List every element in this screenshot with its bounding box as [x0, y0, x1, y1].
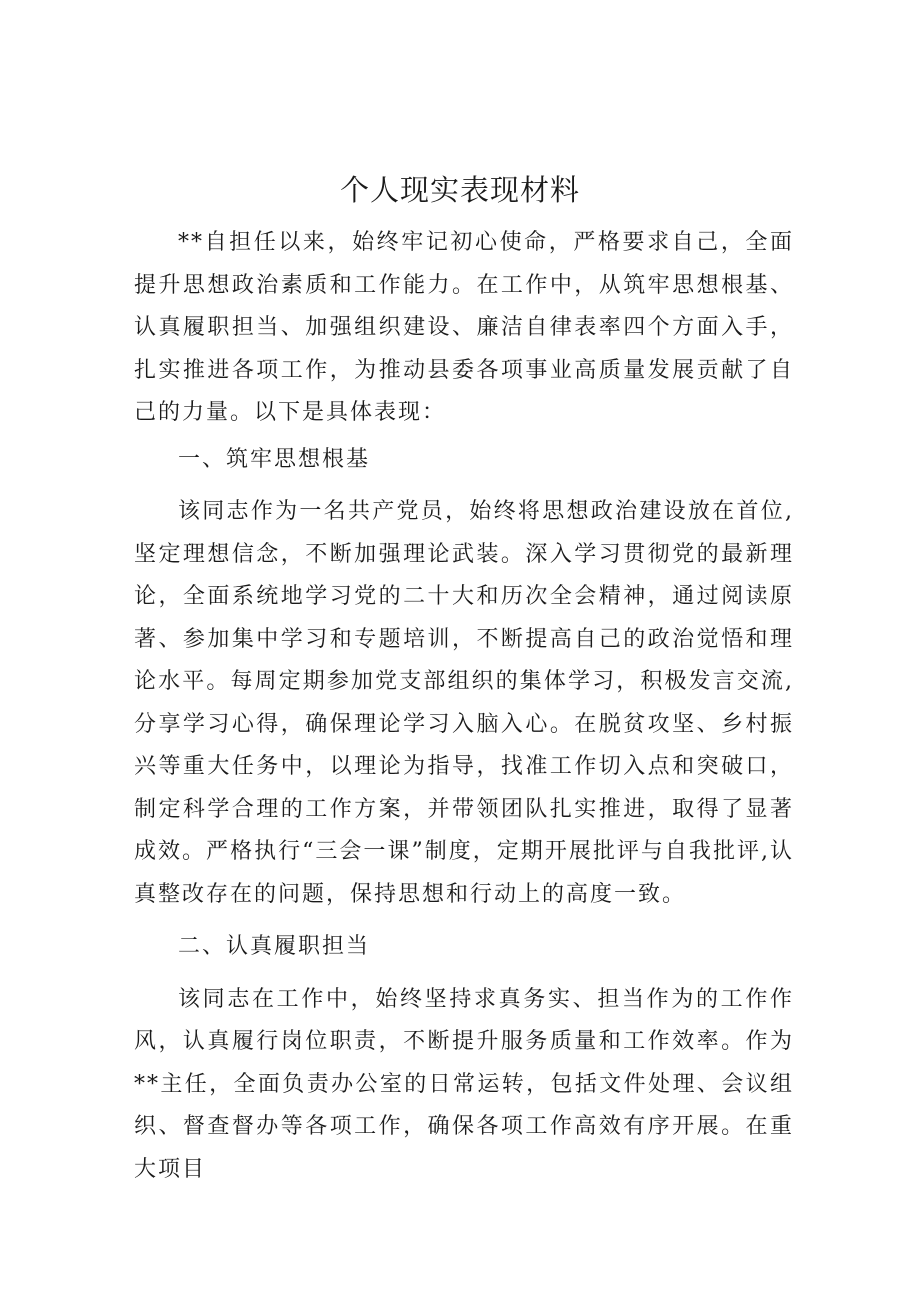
document-title: 个人现实表现材料 — [339, 173, 580, 207]
document-body — [134, 222, 794, 1191]
intro-paragraph: **自担任以来，始终牢记初心使命，严格要求自己，全面提升思想政治素质和工作能力。在工作中，从筑牢思想根基、认真履职担当、加强组织建设、廉洁自律表率四个方面入手，扎实推进各项工作，为推动县委各项事业高质量发展贡献了自己的力量。以下是具体表现： — [134, 230, 794, 425]
section-paragraph-2: 该同志在工作中，始终坚持求真务实、担当作为的工作作风，认真履行岗位职责，不断提升服务质量和工作效率。作为**主任，全面负责办公室的日常运转，包括文件处理、会议组织、督查督办等各项工作，确保各项工作高效有序开展。在重大项目 — [134, 986, 794, 1182]
section-paragraph-1: 该同志作为一名共产党员，始终将思想政治建设放在首位,坚定理想信念，不断加强理论武装。深入学习贯彻党的最新理论，全面系统地学习党的二十大和历次全会精神，通过阅读原著、参加集中学习和专题培训，不断提高自己的政治觉悟和理论水平。每周定期参加党支部组织的集体学习，积极发言交流,分享学习心得，确保理论学习入脑入心。在脱贫攻坚、乡村振兴等重大任务中，以理论为指导，找准工作切入点和突破口，制定科学合理的工作方案，并带领团队扎实推进，取得了显著成效。严格执行“三会一课”制度，定期开展批评与自我批评,认真整改存在的问题，保持思想和行动上的高度一致。 — [134, 499, 794, 907]
section-heading-1: 一、筑牢思想根基 — [178, 446, 371, 472]
section-heading-2: 二、认真履职担当 — [178, 934, 371, 959]
